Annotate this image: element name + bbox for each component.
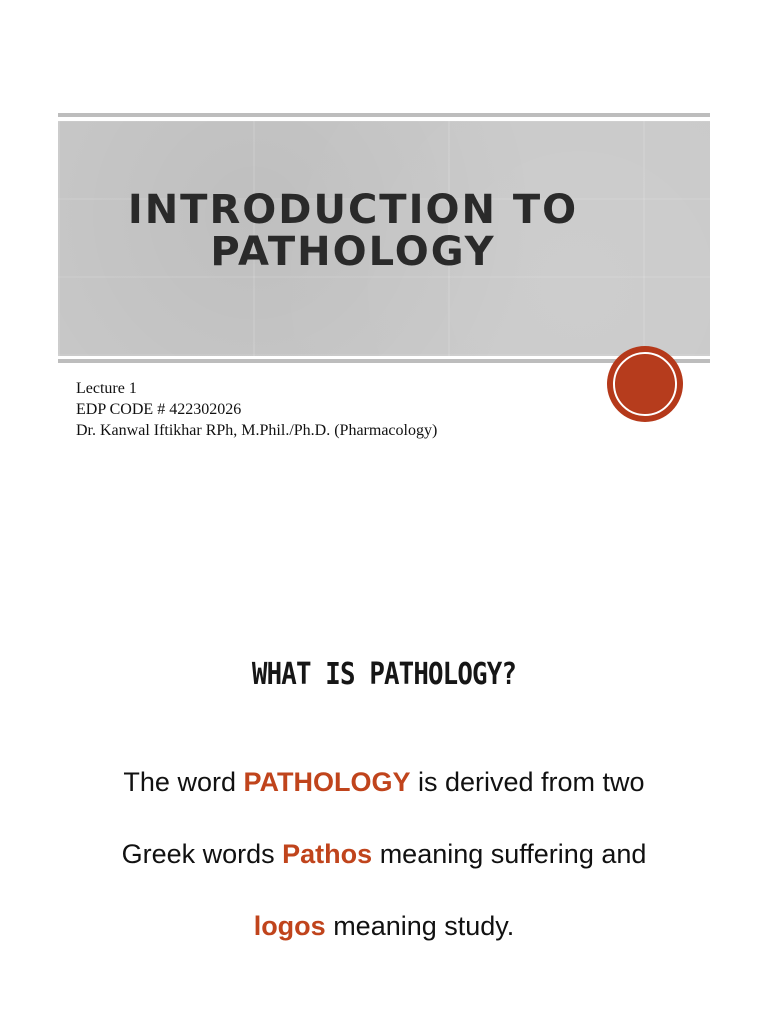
line2-prefix: Greek words: [121, 839, 283, 869]
top-divider: [58, 113, 710, 117]
slide-title: INTRODUCTION TO PATHOLOGY: [127, 187, 579, 275]
term-pathos: Pathos: [282, 839, 373, 869]
presenter-name: Dr. Kanwal Iftikhar RPh, M.Phil./Ph.D. (Pharmacology): [76, 422, 438, 439]
decorative-circle-icon: [606, 345, 684, 423]
lecture-number: Lecture 1: [76, 380, 137, 397]
definition-line-1: [0, 765, 768, 799]
term-logos: logos: [253, 911, 326, 941]
line1-suffix: is derived from two: [410, 767, 645, 797]
line2-suffix: meaning suffering and: [372, 839, 647, 869]
definition-line-3: [0, 909, 768, 943]
edp-code: EDP CODE # 422302026: [76, 401, 242, 418]
term-pathology: PATHOLOGY: [243, 767, 411, 797]
definition-slide: [0, 512, 768, 1024]
definition-line-2: [0, 837, 768, 871]
line3-suffix: meaning study.: [325, 911, 515, 941]
line1-prefix: The word: [123, 767, 244, 797]
lecture-info: [76, 378, 437, 441]
slide-heading: WHAT IS PATHOLOGY?: [251, 657, 517, 692]
